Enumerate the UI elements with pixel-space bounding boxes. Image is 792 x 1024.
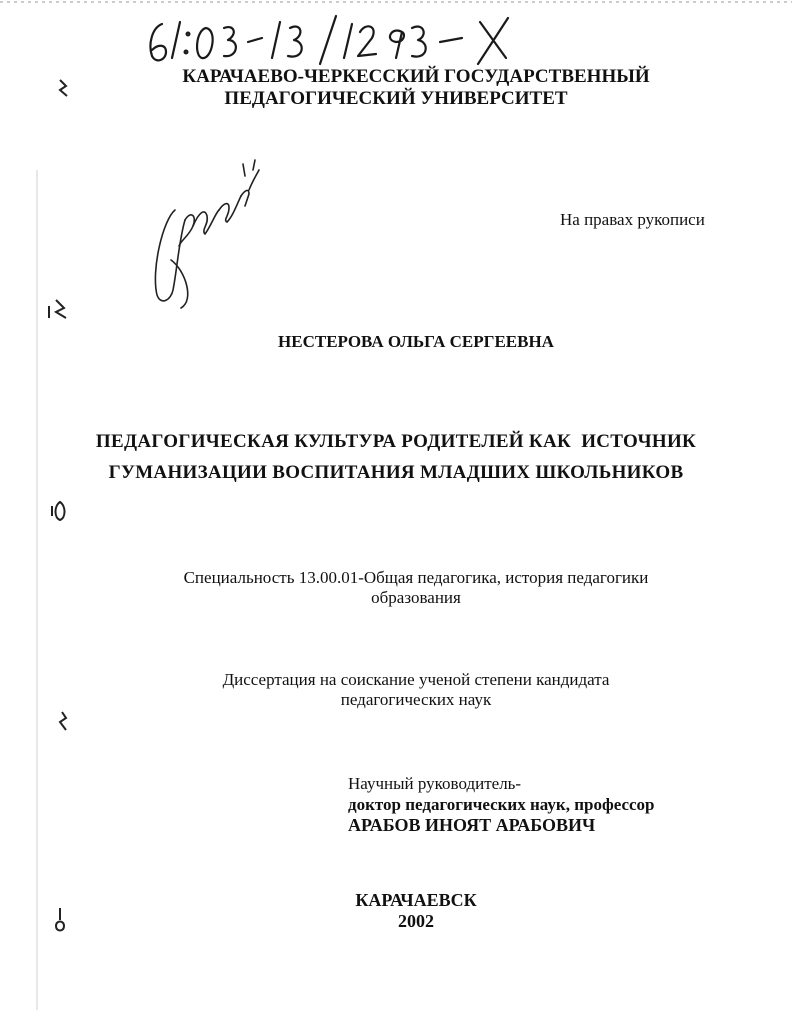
handwritten-signature xyxy=(145,150,275,310)
year: 2002 xyxy=(398,911,434,931)
city: КАРАЧАЕВСК xyxy=(355,890,477,910)
supervisor-degree: доктор педагогических наук, профессор xyxy=(348,795,655,814)
dissertation-degree xyxy=(0,670,792,710)
manuscript-rights-note: На правах рукописи xyxy=(560,210,705,229)
city-year-block xyxy=(0,890,792,932)
specialty xyxy=(0,568,792,608)
margin-mark-3 xyxy=(46,496,72,524)
dissertation-line-1: Диссертация на соискание ученой степени кандидата xyxy=(222,670,610,689)
title-line-2: ГУМАНИЗАЦИИ ВОСПИТАНИЯ МЛАДШИХ ШКОЛЬНИКОВ xyxy=(108,462,684,483)
author-name: НЕСТЕРОВА ОЛЬГА СЕРГЕЕВНА xyxy=(278,332,554,351)
specialty-line-2: образования xyxy=(371,588,461,607)
dissertation-line-2: педагогических наук xyxy=(340,690,492,709)
specialty-line-1: Специальность 13.00.01-Общая педагогика, история педагогики xyxy=(183,568,649,587)
university-line-1: КАРАЧАЕВО-ЧЕРКЕССКИЙ ГОСУДАРСТВЕННЫЙ xyxy=(182,66,650,87)
margin-mark-2 xyxy=(44,294,72,322)
title-line-1: ПЕДАГОГИЧЕСКАЯ КУЛЬТУРА РОДИТЕЛЕЙ КАК ИСТОЧНИК xyxy=(95,431,697,452)
university-header xyxy=(0,66,792,110)
dissertation-title xyxy=(0,426,792,488)
margin-mark-4 xyxy=(54,708,74,734)
supervisor-block xyxy=(348,773,655,836)
scan-top-edge xyxy=(0,0,792,6)
handwritten-archive-code xyxy=(140,8,560,68)
university-line-2: ПЕДАГОГИЧЕСКИЙ УНИВЕРСИТЕТ xyxy=(224,88,568,109)
supervisor-name: АРАБОВ ИНОЯТ АРАБОВИЧ xyxy=(348,815,596,835)
supervisor-label: Научный руководитель- xyxy=(348,774,522,793)
